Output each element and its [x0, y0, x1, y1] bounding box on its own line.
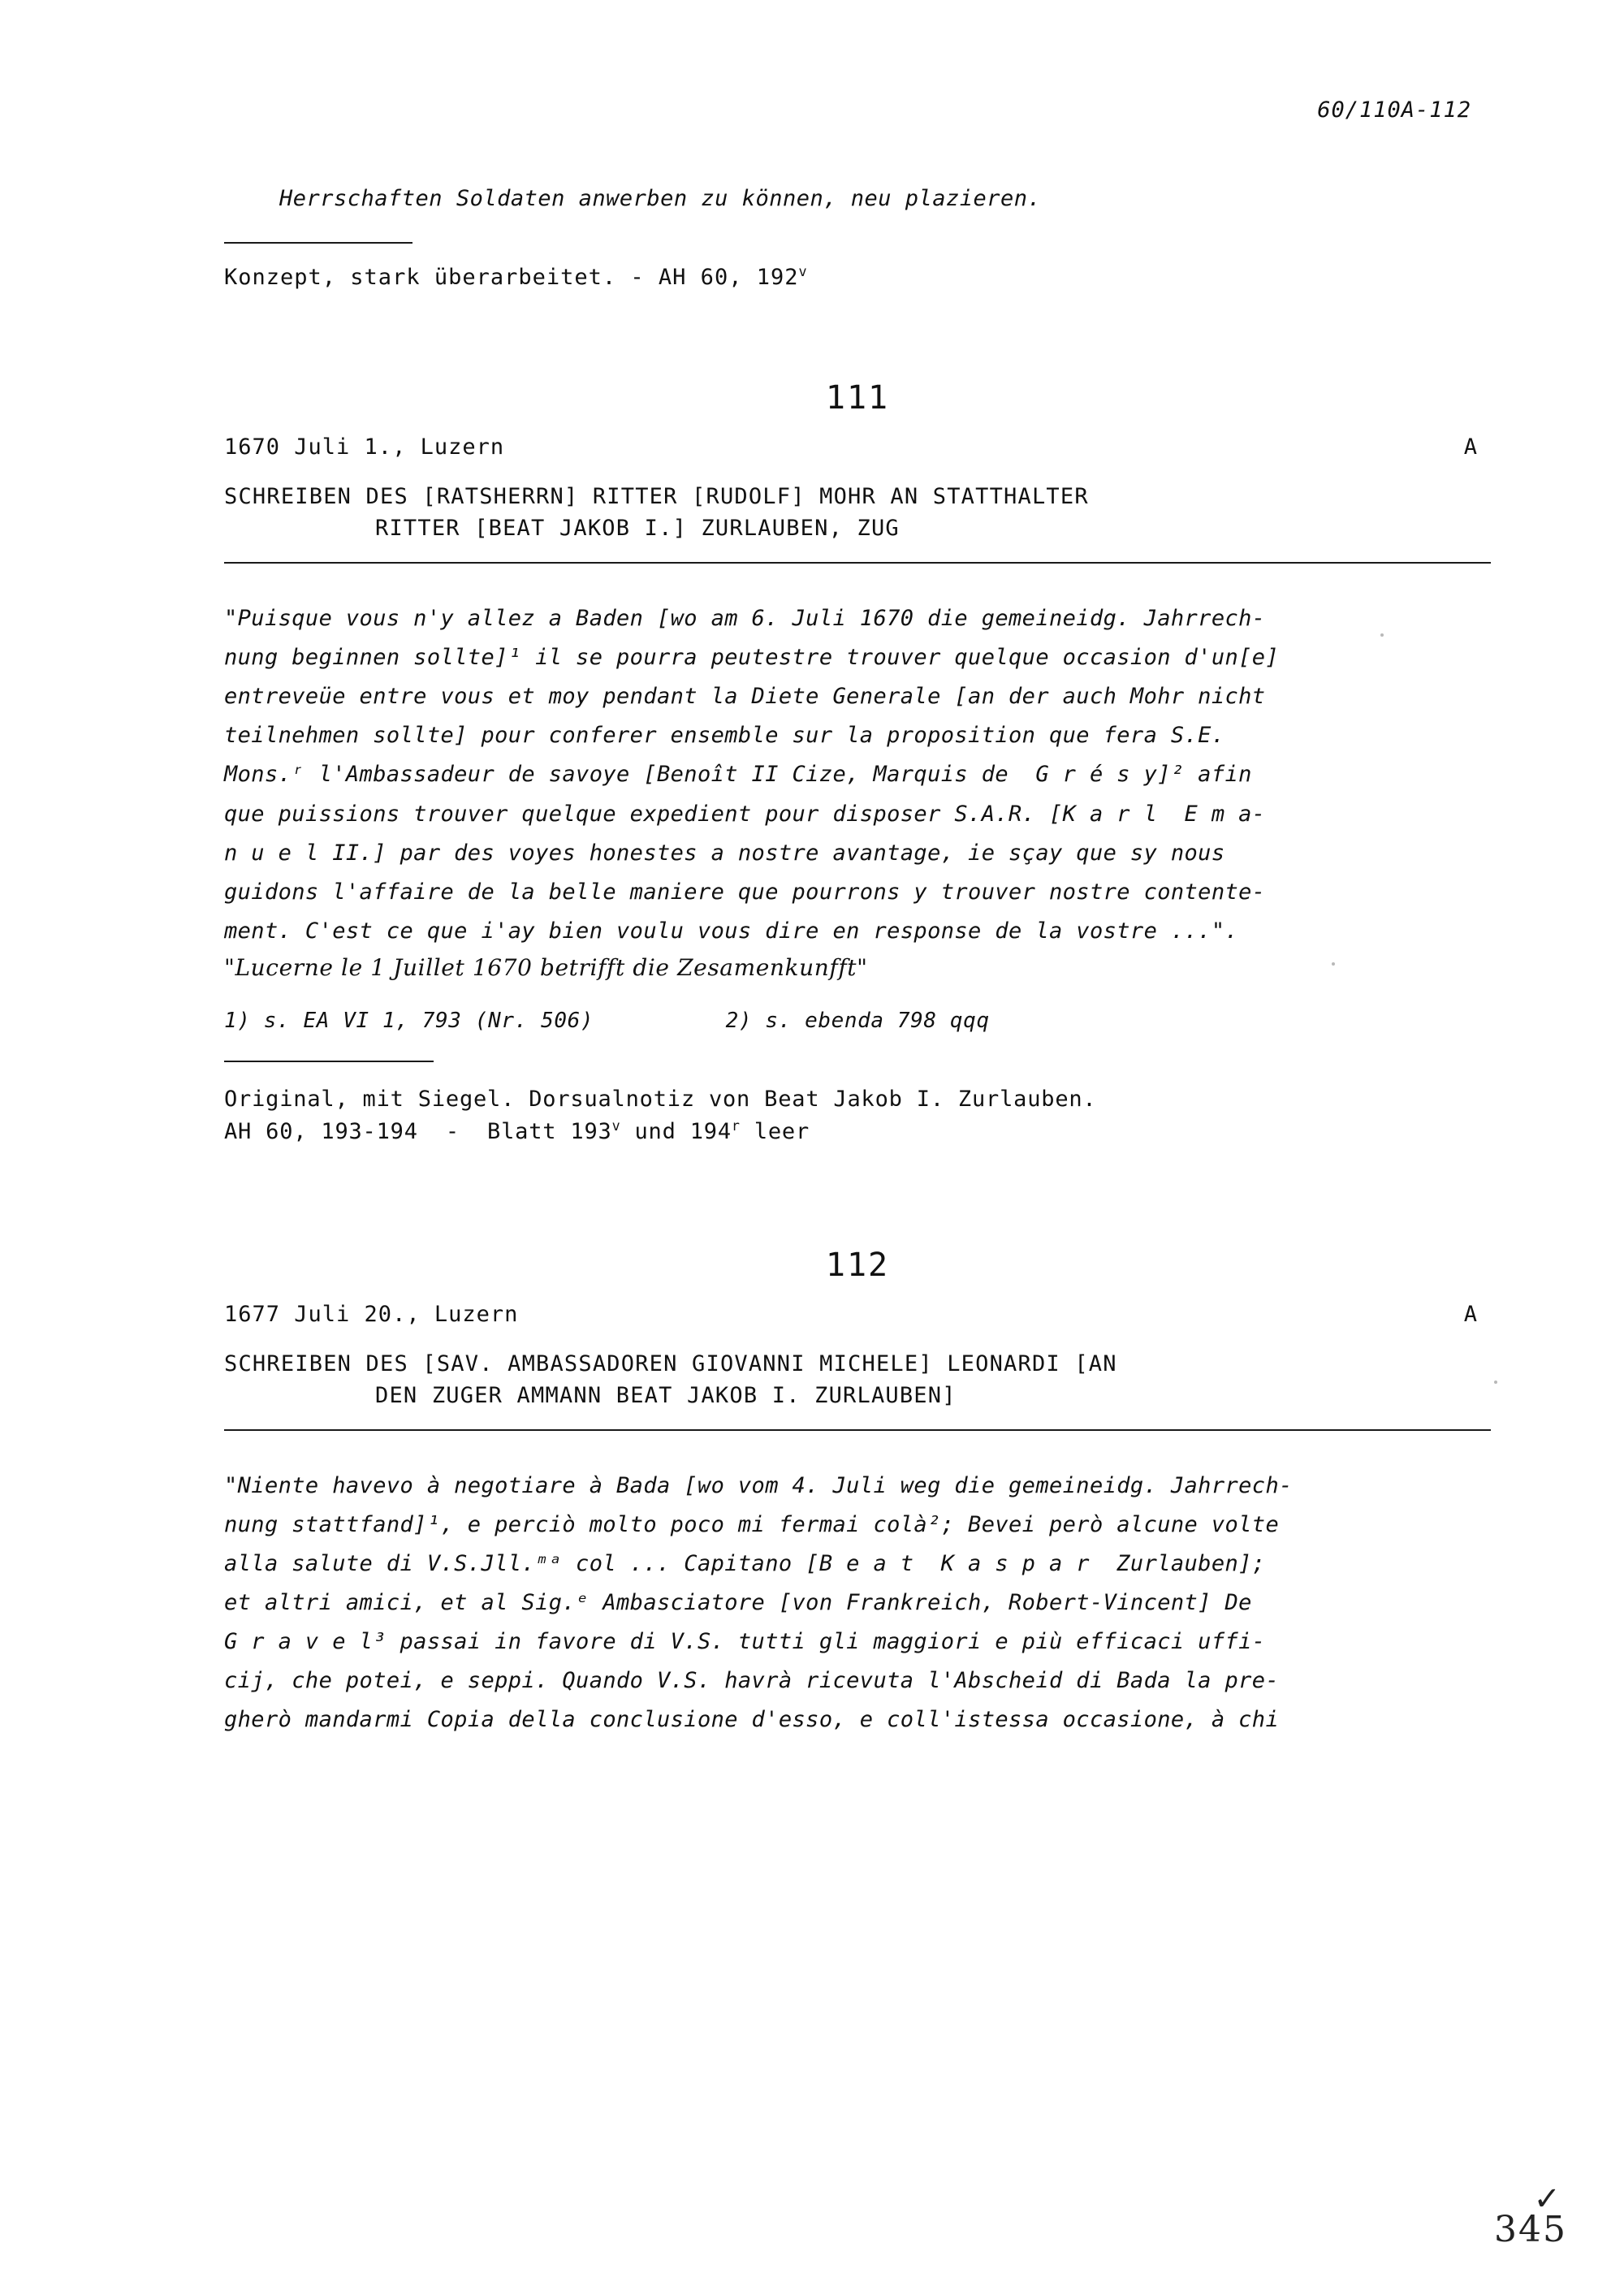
source-note — [224, 265, 1491, 290]
divider-rule-top — [224, 242, 412, 244]
archival-superscript-r: r — [731, 1117, 741, 1134]
pencil-check-mark: ✓ — [1533, 2180, 1562, 2218]
date-place-111: 1670 Juli 1., Luzern — [224, 434, 505, 460]
body-line: Mons.ʳ l'Ambassadeur de savoye [Benoît II Cize, Marquis de G r é s y]² afin — [224, 762, 1252, 788]
body-line: et altri amici, et al Sig.ᵉ Ambasciatore [von Frankreich, Robert-Vincent] De — [224, 1590, 1252, 1616]
source-note-text: Konzept, stark überarbeitet. - AH 60, 192 — [224, 265, 799, 290]
regest-111-line-2: RITTER [BEAT JAKOB I.] ZURLAUBEN, ZUG — [375, 516, 900, 542]
source-note-superscript: v — [798, 263, 808, 279]
divider-rule-archival-111 — [224, 1061, 434, 1062]
body-line: teilnehmen sollte] pour conferer ensemble sur la proposition que fera S.E. — [224, 723, 1225, 749]
date-place-112: 1677 Juli 20., Luzern — [224, 1301, 519, 1327]
document-number-111: 111 — [825, 379, 890, 417]
archival-superscript-v: v — [611, 1117, 621, 1134]
archival-line-2 — [224, 1116, 1491, 1149]
regest-111-line-1: SCHREIBEN DES [RATSHERRN] RITTER [RUDOLF] MOHR AN STATTHALTER — [224, 484, 1089, 509]
body-line: "Puisque vous n'y allez a Baden [wo am 6. Juli 1670 die gemeineidg. Jahrrech- — [224, 606, 1266, 632]
paper-speck — [1380, 633, 1384, 637]
body-line: G r a v e l³ passai in favore di V.S. tutti gli maggiori e più efficaci uffi- — [224, 1629, 1266, 1655]
archival-note-111 — [224, 1083, 1491, 1149]
page-content — [224, 97, 1491, 1739]
footnotes-111: 1) s. EA VI 1, 793 (Nr. 506) 2) s. ebenda 798 qqq — [224, 1008, 990, 1033]
side-letter-111: A — [1463, 434, 1478, 460]
archival-line-2-part-c: leer — [740, 1119, 810, 1145]
document-number-112: 112 — [825, 1246, 890, 1284]
divider-rule-112 — [224, 1429, 1491, 1431]
body-text-111 — [224, 599, 1491, 950]
side-letter-112: A — [1463, 1301, 1478, 1327]
body-line: "Niente havevo à negotiare à Bada [wo vom 4. Juli weg die gemeineidg. Jahrrech- — [224, 1472, 1293, 1498]
body-line: cij, che potei, e seppi. Quando V.S. havrà ricevuta l'Abscheid di Bada la pre- — [224, 1668, 1280, 1694]
archival-line-1: Original, mit Siegel. Dorsualnotiz von Beat Jakob I. Zurlauben. — [224, 1086, 1097, 1112]
catchline-text: Herrschaften Soldaten anwerben zu können, neu plazieren. — [279, 186, 1042, 211]
body-line: nung stattfand]¹, e perciò molto poco mi fermai colà²; Bevei però alcune volte — [224, 1512, 1280, 1538]
handwritten-dorsal-note-111: "Lucerne le 1 Juillet 1670 betrifft die Zesamenkunfft" — [224, 953, 868, 981]
body-line: alla salute di V.S.Jll.ᵐᵃ col ... Capitano [B e a t K a s p a r Zurlauben]; — [224, 1551, 1266, 1577]
regest-112 — [224, 1348, 1491, 1411]
pencil-number-text: 345 — [1494, 2209, 1567, 2250]
headline-112 — [224, 1302, 1491, 1327]
body-line: ment. C'est ce que i'ay bien voulu vous dire en response de la vostre ...". — [224, 918, 1239, 944]
regest-112-line-1: SCHREIBEN DES [SAV. AMBASSADOREN GIOVANNI MICHELE] LEONARDI [AN — [224, 1350, 1117, 1376]
pencil-page-number — [1494, 2180, 1567, 2250]
body-line: que puissions trouver quelque expedient pour disposer S.A.R. [K a r l E m a- — [224, 801, 1266, 827]
body-line: gherò mandarmi Copia della conclusione d'esso, e coll'istessa occasione, à chi — [224, 1707, 1280, 1733]
body-text-112 — [224, 1467, 1491, 1739]
regest-112-line-2: DEN ZUGER AMMANN BEAT JAKOB I. ZURLAUBEN] — [375, 1382, 957, 1408]
archival-line-2-part-b: und 194 — [620, 1119, 732, 1145]
folio-reference: 60/110A-112 — [1317, 97, 1471, 123]
regest-111 — [224, 481, 1491, 544]
body-line: entreveüe entre vous et moy pendant la Diete Generale [an der auch Mohr nicht — [224, 684, 1266, 710]
divider-rule-111 — [224, 562, 1491, 564]
body-line: guidons l'affaire de la belle maniere que pourrons y trouver nostre contente- — [224, 879, 1266, 905]
headline-111 — [224, 434, 1491, 460]
paper-speck — [1494, 1381, 1497, 1384]
archival-line-2-part-a: AH 60, 193-194 - Blatt 193 — [224, 1119, 612, 1145]
paper-speck — [1332, 962, 1335, 966]
body-line: n u e l II.] par des voyes honestes a nostre avantage, ie sçay que sy nous — [224, 840, 1225, 866]
body-line: nung beginnen sollte]¹ il se pourra peutestre trouver quelque occasion d'un[e] — [224, 645, 1280, 671]
